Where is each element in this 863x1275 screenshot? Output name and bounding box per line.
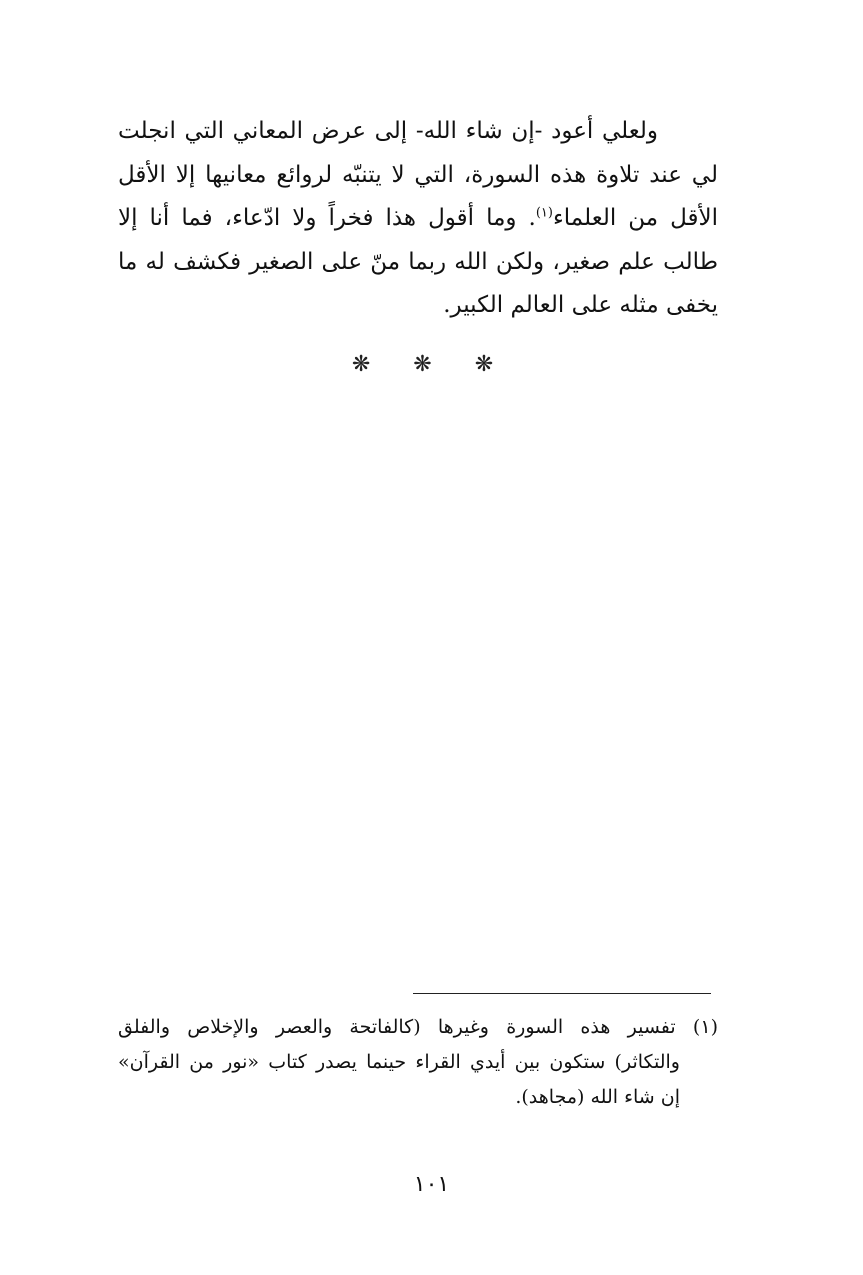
paragraph-line-2: لي عند تلاوة هذه السورة، التي لا يتنبّه لروائع معانيها إلا الأقل	[118, 161, 718, 188]
footnote-divider	[413, 993, 711, 994]
page-number: ١٠١	[413, 1172, 450, 1197]
main-paragraph	[118, 110, 718, 328]
section-separator: ❋ ❋ ❋	[351, 352, 512, 377]
paragraph-line-3	[118, 197, 718, 241]
paragraph-line-5: يخفى مثله على العالم الكبير.	[443, 292, 718, 318]
footnote-line-1: (١) تفسير هذه السورة وغيرها (كالفاتحة والعصر والإخلاص والفلق	[118, 1016, 718, 1038]
paragraph-line-3-start: الأقل من العلماء	[552, 205, 718, 231]
footnotes	[118, 1010, 718, 1115]
footnote-reference[interactable]: (١)	[535, 205, 553, 221]
footnote-line-3: إن شاء الله (مجاهد).	[515, 1086, 680, 1108]
paragraph-line-1: ولعلي أعود -إن شاء الله- إلى عرض المعاني التي انجلت	[118, 118, 658, 144]
paragraph-line-4: طالب علم صغير، ولكن الله ربما منّ على الصغير فكشف له ما	[118, 248, 718, 275]
footnote-line-2: والتكاثر) ستكون بين أيدي القراء حينما يصدر كتاب «نور من القرآن»	[118, 1051, 680, 1073]
paragraph-line-3-end: . وما أقول هذا فخراً ولا ادّعاء، فما أنا إلا	[118, 205, 536, 231]
